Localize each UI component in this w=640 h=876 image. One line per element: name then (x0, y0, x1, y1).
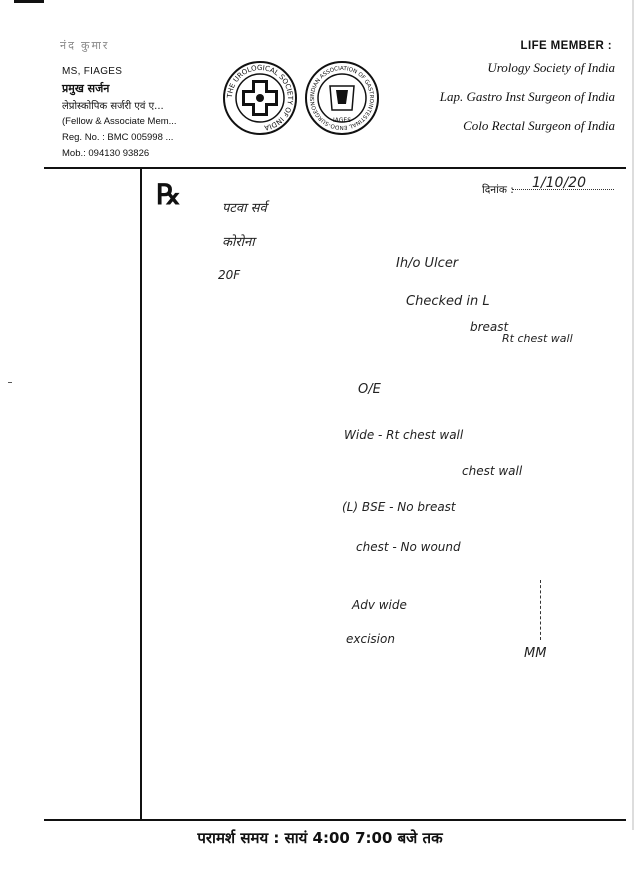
date-value: 1/10/20 (532, 175, 586, 191)
fellow-line: (Fellow & Associate Mem... (62, 116, 177, 127)
patient-age-sex: 20F (218, 268, 241, 282)
doctor-signature: MM (524, 646, 547, 661)
seal2-text: INDIAN ASSOCIATION OF GASTROINTESTINAL ENDO-SURGEONS (309, 65, 375, 131)
rx-symbol: ℞ (156, 180, 182, 211)
footer-divider (44, 819, 626, 821)
mobile-line: Mob.: 094130 93826 (62, 148, 150, 159)
advice-line-1: Adv wide (352, 598, 407, 612)
date-label: दिनांक : (482, 184, 514, 196)
doctor-qualification: MS, FIAGES (62, 66, 123, 77)
seal2-abbr: IAGES (332, 117, 352, 124)
seal1-text: THE UROLOGICAL SOCIETY OF INDIA (225, 63, 295, 132)
margin-divider (140, 167, 142, 820)
registration-line: Reg. No. : BMC 005998 ... (62, 132, 174, 143)
hindi-title: प्रमुख सर्जन (62, 82, 110, 95)
doctor-name-faint: नंद कुमार (60, 40, 110, 52)
fold-mark (8, 382, 12, 383)
pen-stroke (540, 580, 542, 640)
history-note: Ih/o Ulcer (396, 256, 459, 271)
consultation-hours: परामर्श समय : सायं 4:00 7:00 बजे तक (197, 829, 443, 847)
on-examination-label: O/E (358, 382, 381, 397)
life-member-label: LIFE MEMBER : (520, 40, 612, 52)
advice-line-2: excision (346, 632, 395, 646)
exam-line-2: (L) BSE - No breast (342, 500, 456, 514)
iages-seal-icon (304, 60, 380, 136)
history-breast: breast (470, 320, 509, 334)
exam-line-1: Wide - Rt chest wall (344, 428, 464, 442)
membership-urology: Urology Society of India (487, 60, 615, 75)
exam-line-3: chest - No wound (356, 540, 461, 554)
exam-line-1b: chest wall (462, 464, 523, 478)
header-divider (44, 167, 626, 169)
history-checked: Checked in L (406, 294, 490, 309)
patient-name: पटवा सर्व (222, 201, 267, 216)
page-edge (632, 0, 634, 830)
history-chest-wall: Rt chest wall (502, 332, 573, 345)
corner-mark (14, 0, 44, 3)
patient-place: कोरोना (222, 235, 255, 250)
membership-colorectal: Colo Rectal Surgeon of India (463, 118, 615, 133)
membership-lap-gastro: Lap. Gastro Inst Surgeon of India (439, 89, 615, 104)
urological-society-seal-icon (222, 60, 298, 136)
hindi-subtitle: लेप्रोस्कोपिक सर्जरी एवं ए... (62, 101, 164, 112)
